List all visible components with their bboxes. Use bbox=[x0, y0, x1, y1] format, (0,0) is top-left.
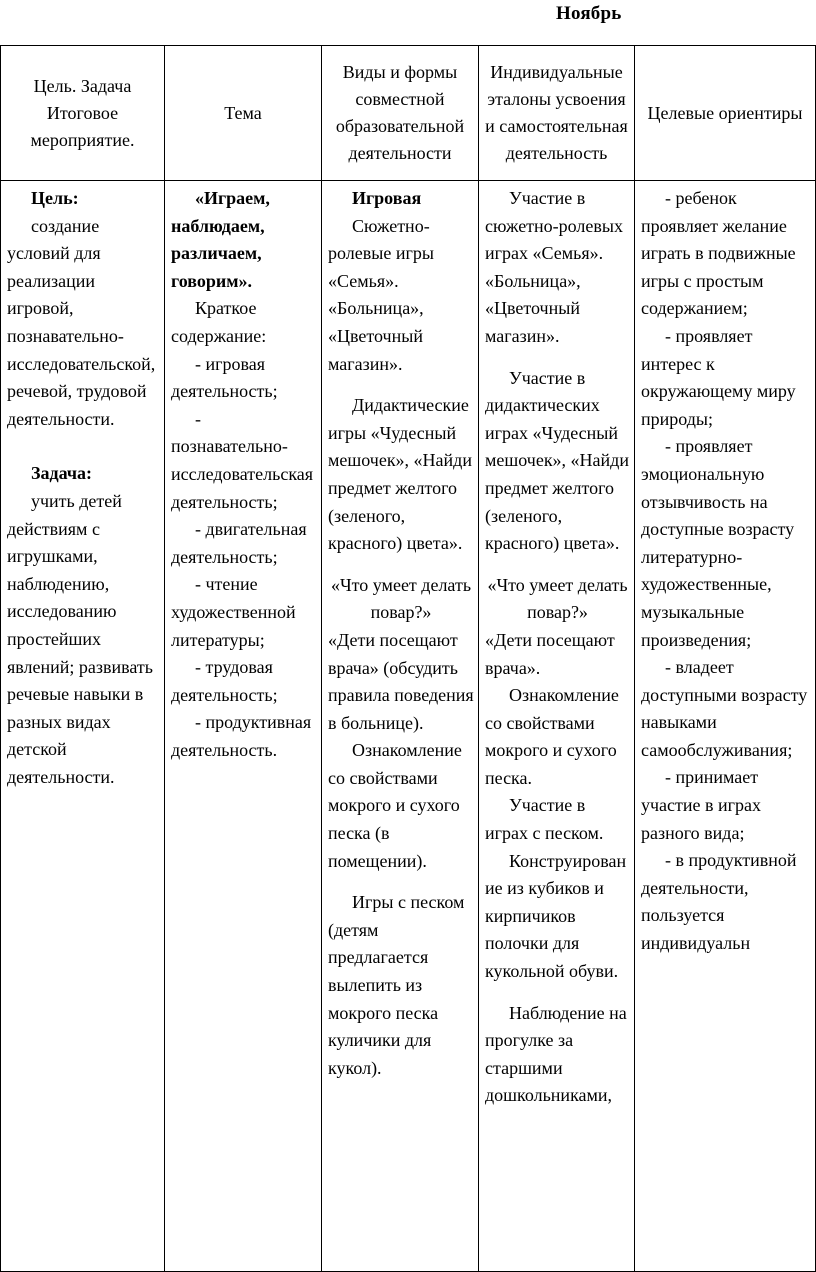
cell-individual-standards bbox=[479, 181, 635, 1272]
plan-table bbox=[0, 45, 816, 1272]
sand-intro: Ознакомление со свойствами мокрого и сухого песка. bbox=[485, 685, 619, 788]
didactic-games: Дидактические игры «Чудесный мешочек», «Найди предмет желтого (зеленого, красного) цвета». bbox=[328, 395, 472, 554]
sand-intro: Ознакомление со свойствами мокрого и сухого песка (в помещении). bbox=[328, 740, 462, 871]
cell-theme bbox=[165, 181, 322, 1272]
task-label: Задача: bbox=[31, 463, 93, 484]
construction: Конструирование из кубиков и кирпичиков полочки для кукольной обуви. bbox=[485, 850, 627, 982]
page-title: Ноябрь bbox=[556, 3, 622, 24]
list-item: - проявляет интерес к окружающему миру природы; bbox=[641, 325, 796, 429]
header-target-guidelines: Целевые ориентиры bbox=[635, 46, 816, 181]
header-goal: Цель. Задача Итоговое мероприятие. bbox=[1, 46, 165, 181]
list-item: - двигательная деятельность; bbox=[171, 519, 307, 567]
roleplay-games: Сюжетно-ролевые игры «Семья». «Больница», «Цветочный магазин». bbox=[328, 215, 434, 374]
header-individual-standards: Индивидуальные эталоны усвоения и самостоятельная деятельность bbox=[479, 46, 635, 181]
goal-text: создание условий для реализации игровой, познавательно-исследовательской, речевой, трудовой деятельности. bbox=[7, 215, 156, 429]
cell-target-guidelines bbox=[635, 181, 816, 1272]
sand-games: Игры с песком (детям предлагается вылепить из мокрого песка куличики для кукол). bbox=[328, 892, 465, 1078]
list-item: - ребенок проявляет желание играть в подвижные игры с простым содержанием; bbox=[641, 188, 796, 319]
didactic-participation: Участие в дидактических играх «Чудесный мешочек», «Найди предмет желтого (зеленого, красного) цвета». bbox=[485, 367, 629, 554]
list-item: - трудовая деятельность; bbox=[171, 657, 278, 705]
list-item: - принимает участие в играх разного вида; bbox=[641, 767, 762, 843]
sand-games: Участие в играх с песком. bbox=[485, 795, 604, 844]
list-item: - чтение художественной литературы; bbox=[171, 574, 296, 650]
cell-goal bbox=[1, 181, 165, 1272]
theme-title: «Играем, наблюдаем, различаем, говорим». bbox=[171, 188, 270, 291]
cook-topic: «Что умеет делать повар?» bbox=[487, 574, 628, 623]
header-activity-forms: Виды и формы совместной образовательной деятельности bbox=[322, 46, 479, 181]
table-row bbox=[1, 181, 816, 1272]
list-item: - проявляет эмоциональную отзывчивость на доступные возрасту литературно-художественные, музыкальные произведения; bbox=[641, 436, 795, 650]
cook-topic: «Что умеет делать повар?» bbox=[330, 574, 472, 623]
header-row bbox=[1, 46, 816, 181]
header-theme: Тема bbox=[165, 46, 322, 181]
task-text: учить детей действиям с игрушками, наблюдению, исследованию простейших явлений; развивать речевые навыки в разных видах детской деятельности. bbox=[7, 490, 154, 787]
list-item: - познавательно-исследовательская деятельность; bbox=[171, 408, 314, 512]
cell-activity-forms bbox=[322, 181, 479, 1272]
summary-label: Краткое содержание: bbox=[171, 298, 267, 346]
game-label: Игровая bbox=[352, 188, 422, 208]
doctor-topic: «Дети посещают врача». bbox=[485, 629, 615, 678]
list-item: - игровая деятельность; bbox=[171, 353, 278, 402]
goal-label: Цель: bbox=[31, 188, 79, 208]
walk-observation: Наблюдение на прогулке за старшими дошкольниками, bbox=[485, 1002, 627, 1106]
roleplay-participation: Участие в сюжетно-ролевых играх «Семья». «Больница», «Цветочный магазин». bbox=[485, 188, 623, 346]
doctor-topic: «Дети посещают врача» (обсудить правила поведения в больнице). bbox=[328, 629, 474, 733]
list-item: - продуктивная деятельность. bbox=[171, 712, 312, 760]
list-item: - владеет доступными возрасту навыками самообслуживания; bbox=[641, 657, 808, 760]
list-item: - в продуктивной деятельности, пользуется индивидуальн bbox=[641, 850, 797, 954]
